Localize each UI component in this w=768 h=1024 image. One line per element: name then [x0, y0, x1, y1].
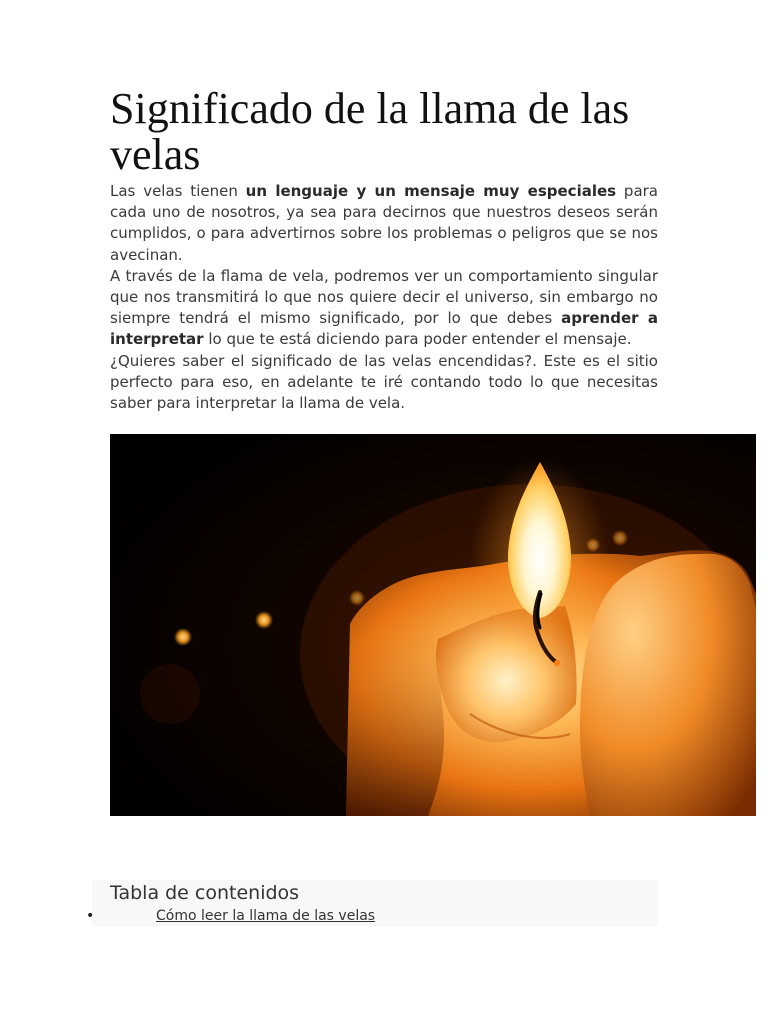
paragraph-2: [110, 266, 658, 351]
article-body: [110, 181, 658, 414]
page-title: Significado de la llama de las velas: [110, 84, 630, 179]
candle-flame-image: [110, 434, 756, 816]
candle-photo: [110, 434, 756, 816]
paragraph-1-bold: un lenguaje y un mensaje muy especiales: [245, 182, 617, 200]
paragraph-1: [110, 181, 658, 266]
paragraph-1-text-b: para cada uno de nosotros, ya sea para decirnos que nuestros deseos serán cumplidos, o para advertirnos sobre los problemas o peligros que se nos avecinan.: [110, 182, 658, 264]
toc-link-leer-llama[interactable]: Cómo leer la llama de las velas: [156, 908, 376, 924]
bullet-icon: •: [86, 908, 95, 924]
paragraph-3-text: ¿Quieres saber el significado de las velas encendidas?. Este es el sitio perfecto para eso, en adelante te iré contando todo lo que necesitas saber para interpretar la llama de vela.: [110, 351, 658, 413]
paragraph-1-text-a: Las velas tienen: [110, 182, 246, 200]
toc-title: Tabla de contenidos: [110, 882, 300, 904]
paragraph-3: [110, 351, 658, 415]
paragraph-2-bold: aprender a interpretar: [110, 309, 659, 349]
paragraph-2-text-a: A través de la flama de vela, podremos ver un comportamiento singular que nos transmitirá lo que nos quiere decir el universo, sin embargo no siempre tendrá el mismo significado, por lo que debes: [110, 266, 658, 328]
paragraph-2-text-b: lo que te está diciendo para poder entender el mensaje.: [203, 330, 632, 349]
